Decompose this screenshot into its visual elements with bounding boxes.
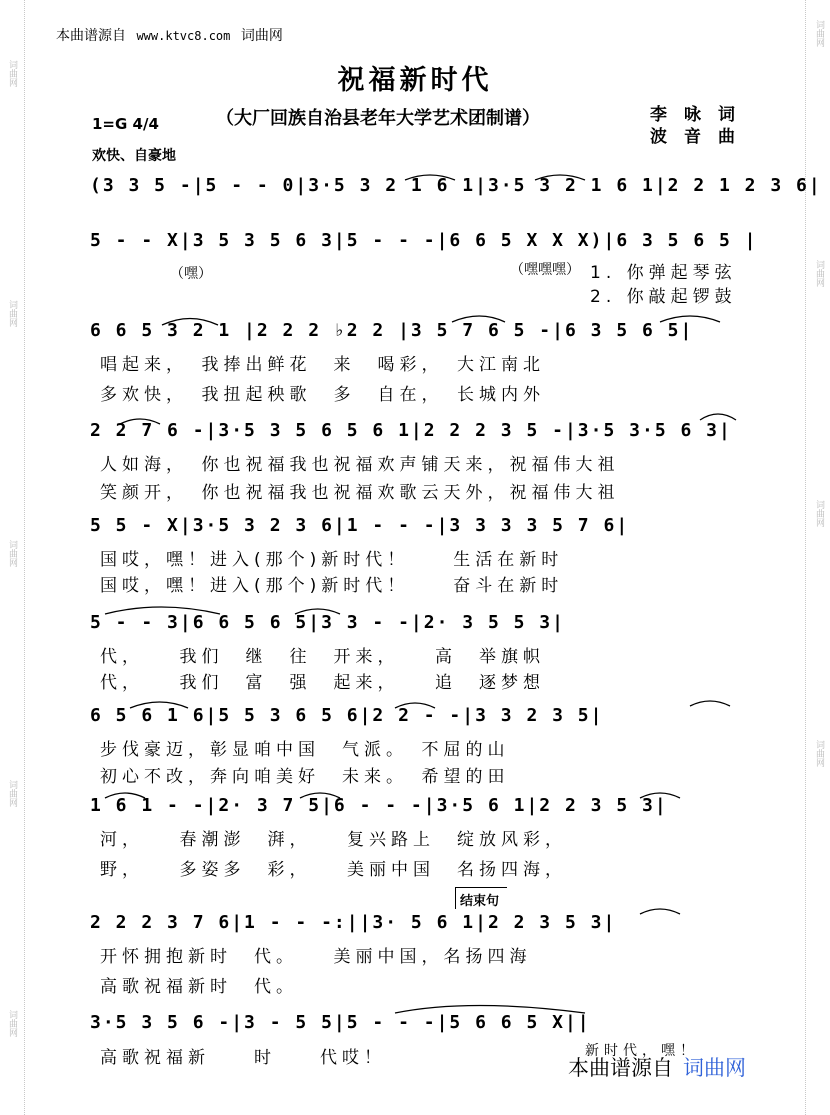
lyric-line-verse-2: 多欢快， 我扭起秧歌 多 自在， 长城内外: [100, 385, 545, 405]
notation-line: 2 2 2 3 7 6|1 - - -:||3· 5 6 1|2 2 3 5 3|: [90, 912, 617, 933]
lyric-line-verse-1: 开怀拥抱新时 代。 美丽中国，名扬四海: [100, 947, 532, 967]
slur-mark: [162, 319, 218, 326]
lyric-line-verse-1: 国哎，嘿！进入(那个)新时代！ 生活在新时: [100, 550, 564, 570]
notation-line: 3·5 3 5 6 -|3 - 5 5|5 - - -|5 6 6 5 X||: [90, 1012, 591, 1033]
slur-mark: [105, 793, 145, 798]
key-signature: 1=G 4/4: [92, 115, 159, 133]
watermark-right: 词曲网: [814, 20, 824, 47]
slur-mark: [405, 175, 455, 180]
source-brand: 词曲网: [240, 28, 283, 44]
slur-mark: [395, 1006, 585, 1014]
lyric-line-verse-1: 代， 我们 继 往 开来， 高 举旗帜: [100, 647, 545, 667]
slur-mark: [105, 607, 220, 614]
source-brand-link[interactable]: 词曲网: [683, 1056, 746, 1080]
verse-intro-lyric: 1. 你弹起琴弦: [590, 263, 737, 283]
notation-line: 6 5 6 1 6|5 5 3 6 5 6|2 2 - -|3 3 2 3 5|: [90, 705, 604, 726]
slur-mark: [120, 419, 160, 424]
notation-line: 5 5 - X|3·5 3 2 3 6|1 - - -|3 3 3 3 5 7 6|: [90, 515, 630, 536]
slur-mark: [395, 703, 435, 708]
watermark-right: 词曲网: [814, 260, 824, 287]
watermark-left: 词曲网: [7, 300, 17, 327]
slur-mark: [130, 702, 188, 708]
lyricist-credit: 李 咏 词: [650, 105, 735, 125]
watermark-left: 词曲网: [7, 1010, 17, 1037]
slur-mark: [640, 793, 680, 798]
notation-line: 1 6 1 - -|2· 3 7 5|6 - - -|3·5 6 1|2 2 3 5 3|: [90, 795, 668, 816]
lyric-line-verse-2: 国哎，嘿！进入(那个)新时代！ 奋斗在新时: [100, 576, 564, 596]
lyric-line-verse-1: 人如海， 你也祝福我也祝福欢声铺天来，祝福伟大祖: [100, 455, 620, 475]
lyric-line-verse-2: 笑颜开， 你也祝福我也祝福欢歌云天外，祝福伟大祖: [100, 483, 620, 503]
lyric-line-verse-1: 河， 春潮澎 湃， 复兴路上 绽放风彩，: [100, 830, 567, 850]
notation-line: 5 - - X|3 5 3 5 6 3|5 - - -|6 6 5 X X X)|6 3 5 6 5 |: [90, 230, 758, 251]
lyric-line-ending-alt: 新时代，嘿！: [585, 1043, 699, 1059]
lyric-line-ending: 高歌祝福新 时 代哎！: [100, 1048, 386, 1068]
shout-annotation: （嘿嘿嘿）: [510, 262, 580, 278]
slur-mark: [660, 316, 720, 322]
watermark-left: 词曲网: [7, 60, 17, 87]
source-name: 本曲谱源自: [568, 1056, 673, 1080]
slur-mark: [700, 414, 736, 420]
slur-mark: [300, 793, 340, 798]
notation-line: 2 2 7 6 -|3·5 3 5 6 5 6 1|2 2 2 3 5 -|3·5 3·5 6 3|: [90, 420, 732, 441]
watermark-right: 词曲网: [814, 500, 824, 527]
notation-line: 6 6 5 3 2 1 |2 2 2 ♭2 2 |3 5 7 6 5 -|6 3 5 6 5|: [90, 320, 694, 341]
slur-mark: [295, 609, 340, 614]
lyric-line-verse-1: 步伐豪迈，彰显咱中国 气派。 不屈的山: [100, 740, 510, 760]
watermark-left: 词曲网: [7, 540, 17, 567]
watermark-left: 词曲网: [7, 780, 17, 807]
source-url-link[interactable]: www.ktvc8.com: [136, 29, 231, 43]
ending-marker: 结束句: [455, 887, 507, 909]
source-name: 本曲谱源自: [56, 28, 126, 44]
slur-mark: [535, 175, 585, 180]
lyric-line-verse-2: 野， 多姿多 彩， 美丽中国 名扬四海，: [100, 860, 567, 880]
song-subtitle: （大厂回族自治县老年大学艺术团制谱）: [216, 108, 540, 129]
lyric-line-verse-2: 高歌祝福新时 代。: [100, 977, 298, 997]
tempo-marking: 欢快、自豪地: [92, 148, 176, 164]
verse-intro-lyric: 2. 你敲起锣鼓: [590, 287, 737, 307]
lyric-line-verse-2: 代， 我们 富 强 起来， 追 逐梦想: [100, 673, 545, 693]
song-title: 祝福新时代: [337, 65, 493, 96]
notation-line: 5 - - 3|6 6 5 6 5|3 3 - -|2· 3 5 5 3|: [90, 612, 565, 633]
slur-mark: [640, 909, 680, 914]
shout-annotation: （嘿）: [170, 266, 212, 282]
notation-line: (3 3 5 -|5 - - 0|3·5 3 2 1 6 1|3·5 3 2 1 6 1|2 2 1 2 3 6|: [90, 175, 822, 196]
watermark-right: 词曲网: [814, 740, 824, 767]
slur-mark: [690, 701, 730, 706]
lyric-line-verse-1: 唱起来， 我捧出鲜花 来 喝彩， 大江南北: [100, 355, 545, 375]
slur-mark: [452, 316, 505, 322]
lyric-line-verse-2: 初心不改，奔向咱美好 未来。 希望的田: [100, 767, 510, 787]
composer-credit: 波 音 曲: [650, 127, 735, 147]
